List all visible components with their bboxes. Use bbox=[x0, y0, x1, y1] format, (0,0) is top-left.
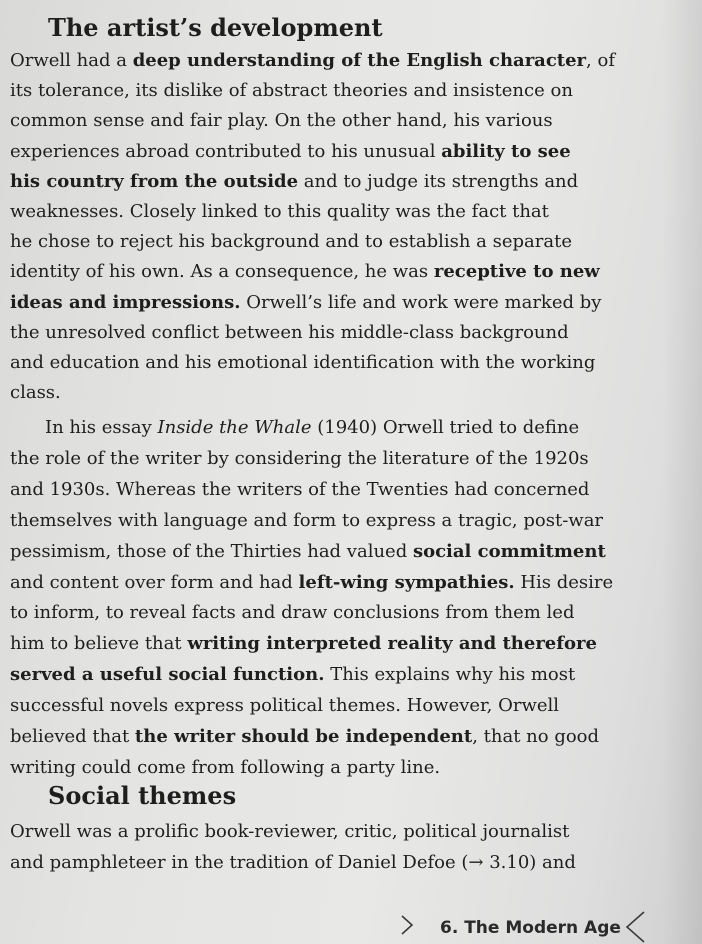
text-line bbox=[10, 660, 690, 691]
text-run: writing could come from following a party line. bbox=[10, 756, 441, 778]
text-line bbox=[10, 847, 690, 878]
text-run: and content over form and had bbox=[10, 571, 299, 593]
text-run: Orwell was a prolific book-reviewer, critic, political journalist bbox=[10, 821, 570, 842]
text-run: This explains why his most bbox=[324, 664, 576, 686]
text-run: class. bbox=[10, 382, 61, 404]
text-line bbox=[10, 106, 690, 136]
text-line bbox=[10, 227, 690, 257]
text-line bbox=[10, 413, 690, 444]
text-run: to inform, to reveal facts and draw conclusions from them led bbox=[10, 602, 575, 624]
text-line bbox=[10, 537, 690, 568]
text-line bbox=[10, 348, 690, 378]
text-run: the role of the writer by considering the literature of the 1920s bbox=[10, 447, 589, 469]
text-run: common sense and fair play. On the other hand, his various bbox=[10, 110, 553, 132]
bold-phrase: the writer should be independent bbox=[134, 726, 473, 748]
text-run: In his essay bbox=[45, 417, 158, 438]
bold-phrase: deep understanding of the English character bbox=[132, 50, 587, 71]
text-line bbox=[10, 76, 690, 106]
text-run: Orwell had a bbox=[10, 50, 133, 71]
text-run: identity of his own. As a consequence, he was bbox=[10, 261, 434, 283]
bold-phrase: writing interpreted reality and therefore bbox=[187, 633, 597, 655]
bold-phrase: served a useful social function. bbox=[10, 664, 325, 686]
section-heading-artists-development: The artist’s development bbox=[48, 13, 383, 42]
text-run: themselves with language and form to express a tragic, post-war bbox=[10, 509, 604, 531]
bold-phrase: his country from the outside bbox=[10, 170, 299, 192]
bold-phrase: left-wing sympathies. bbox=[298, 571, 515, 593]
text-line bbox=[10, 288, 690, 318]
text-line bbox=[10, 598, 690, 629]
section-heading-social-themes: Social themes bbox=[48, 781, 237, 810]
text-run: the unresolved conflict between his middle-class background bbox=[10, 321, 569, 343]
text-run: , of bbox=[586, 50, 615, 71]
text-run: His desire bbox=[514, 571, 614, 593]
text-run: (1940) Orwell tried to define bbox=[311, 417, 580, 438]
chevron-right-icon[interactable] bbox=[400, 914, 414, 936]
text-line bbox=[10, 629, 690, 660]
text-line bbox=[10, 691, 690, 722]
text-line bbox=[10, 197, 690, 227]
text-run: , that no good bbox=[472, 726, 600, 748]
text-line bbox=[10, 378, 690, 408]
text-run: and education and his emotional identification with the working bbox=[10, 352, 596, 374]
text-run: he chose to reject his background and to establish a separate bbox=[10, 231, 572, 253]
text-run: believed that bbox=[10, 726, 135, 748]
text-run: successful novels express political themes. However, Orwell bbox=[10, 695, 560, 717]
text-line bbox=[10, 475, 690, 506]
text-run: pessimism, those of the Thirties had valued bbox=[10, 540, 413, 562]
paragraph-1 bbox=[10, 46, 690, 408]
bold-phrase: ideas and impressions. bbox=[10, 291, 241, 313]
text-run: weaknesses. Closely linked to this quality was the fact that bbox=[10, 201, 549, 223]
text-run: him to believe that bbox=[10, 633, 188, 655]
text-run: its tolerance, its dislike of abstract theories and insistence on bbox=[10, 80, 573, 102]
italic-title: Inside the Whale bbox=[157, 417, 312, 438]
text-line bbox=[10, 568, 690, 599]
chapter-label: 6. The Modern Age bbox=[440, 918, 621, 938]
text-line bbox=[10, 318, 690, 348]
paragraph-2 bbox=[10, 413, 690, 784]
page-footer bbox=[400, 910, 660, 944]
text-line bbox=[10, 444, 690, 475]
text-run: and to judge its strengths and bbox=[298, 170, 579, 192]
text-line bbox=[10, 753, 690, 784]
text-run: and 1930s. Whereas the writers of the Twenties had concerned bbox=[10, 478, 590, 500]
paragraph-3 bbox=[10, 816, 690, 878]
text-line bbox=[10, 816, 690, 847]
text-line bbox=[10, 46, 690, 76]
text-run: experiences abroad contributed to his unusual bbox=[10, 140, 442, 162]
text-line bbox=[10, 137, 690, 167]
text-line bbox=[10, 506, 690, 537]
bold-phrase: ability to see bbox=[441, 140, 571, 162]
text-line bbox=[10, 257, 690, 287]
text-line bbox=[10, 167, 690, 197]
chevron-left-icon[interactable] bbox=[624, 910, 646, 944]
text-line bbox=[10, 722, 690, 753]
bold-phrase: receptive to new bbox=[433, 261, 600, 283]
text-run: Orwell’s life and work were marked by bbox=[240, 291, 602, 313]
text-run: and pamphleteer in the tradition of Daniel Defoe (→ 3.10) and bbox=[10, 852, 576, 873]
bold-phrase: social commitment bbox=[412, 540, 606, 562]
